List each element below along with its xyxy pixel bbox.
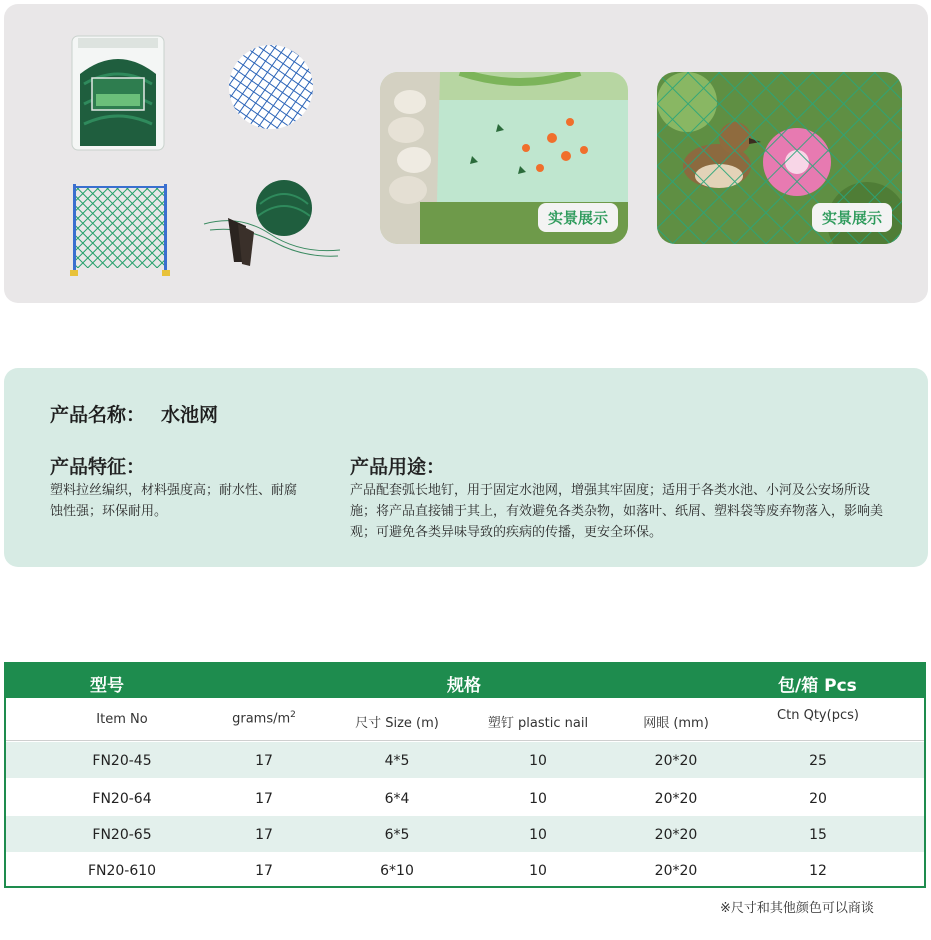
blue-net-sample-image — [228, 44, 314, 130]
product-name — [50, 400, 218, 427]
col-nail: 塑钉 plastic nail — [487, 716, 589, 731]
footnote: ※尺寸和其他颜色可以商谈 — [720, 901, 874, 916]
usage-title: 产品用途： — [350, 456, 446, 478]
framed-net-image — [68, 178, 172, 282]
cell-grams: 17 — [255, 753, 273, 769]
cell-nail: 10 — [529, 753, 547, 769]
col-item: Item No — [96, 712, 148, 727]
bird-scene-photo — [657, 72, 902, 244]
cell-grams: 17 — [255, 791, 273, 807]
pond-scene-photo — [380, 72, 628, 244]
product-name-label: 产品名称： — [50, 404, 146, 426]
usage-text: 产品配套弧长地钉，用于固定水池网，增强其牢固度；适用于各类水池、小河及公安场所设施；将产品直接铺于其上，有效避免各类杂物，如落叶、纸屑、塑料袋等废弃物落入，影响美观；可避免各类异味导致的疾病的传播，更安全环保。 — [350, 483, 884, 540]
scene-label-pond: 实景展示 — [538, 203, 618, 232]
table-row — [6, 742, 924, 778]
table-row — [6, 816, 924, 852]
col-mesh: 网眼 (mm) — [643, 716, 709, 731]
cell-item: FN20-610 — [87, 863, 157, 879]
header-model: 型号 — [90, 676, 124, 696]
cell-mesh: 20*20 — [654, 827, 698, 843]
cell-qty: 20 — [809, 791, 827, 807]
header-spec: 规格 — [447, 676, 481, 696]
cell-size: 6*4 — [384, 791, 410, 807]
cell-mesh: 20*20 — [654, 753, 698, 769]
col-size: 尺寸 Size (m) — [355, 716, 439, 731]
cell-mesh: 20*20 — [654, 791, 698, 807]
cell-item: FN20-64 — [92, 791, 152, 807]
col-grams-text: grams/m — [232, 711, 291, 727]
scene-label-bird: 实景展示 — [812, 203, 892, 232]
table-column-header — [6, 698, 924, 741]
packaged-net-image — [70, 34, 166, 152]
product-info-panel — [4, 368, 928, 567]
cell-item: FN20-65 — [92, 827, 152, 843]
rolled-net-image — [200, 174, 346, 274]
cell-size: 6*10 — [380, 863, 414, 879]
cell-qty: 25 — [809, 753, 827, 769]
col-qty: Ctn Qty(pcs) — [777, 708, 859, 723]
cell-item: FN20-45 — [92, 753, 152, 769]
table-row — [6, 780, 924, 816]
product-name-value: 水池网 — [161, 404, 219, 426]
cell-grams: 17 — [255, 827, 273, 843]
cell-qty: 12 — [809, 863, 827, 879]
spec-table — [4, 662, 926, 888]
cell-size: 6*5 — [384, 827, 410, 843]
cell-grams: 17 — [255, 863, 273, 879]
product-gallery — [4, 4, 928, 303]
cell-nail: 10 — [529, 827, 547, 843]
cell-size: 4*5 — [384, 753, 410, 769]
cell-nail: 10 — [529, 863, 547, 879]
col-grams — [202, 710, 326, 726]
header-pack: 包/箱 Pcs — [778, 676, 857, 696]
features-text: 塑料拉丝编织，材料强度高；耐水性、耐腐蚀性强；环保耐用。 — [50, 483, 298, 519]
table-row — [6, 852, 924, 888]
cell-qty: 15 — [809, 827, 827, 843]
cell-mesh: 20*20 — [654, 863, 698, 879]
cell-nail: 10 — [529, 791, 547, 807]
features-title: 产品特征： — [50, 456, 146, 478]
table-group-header — [6, 664, 924, 698]
col-grams-sup: 2 — [290, 710, 296, 720]
